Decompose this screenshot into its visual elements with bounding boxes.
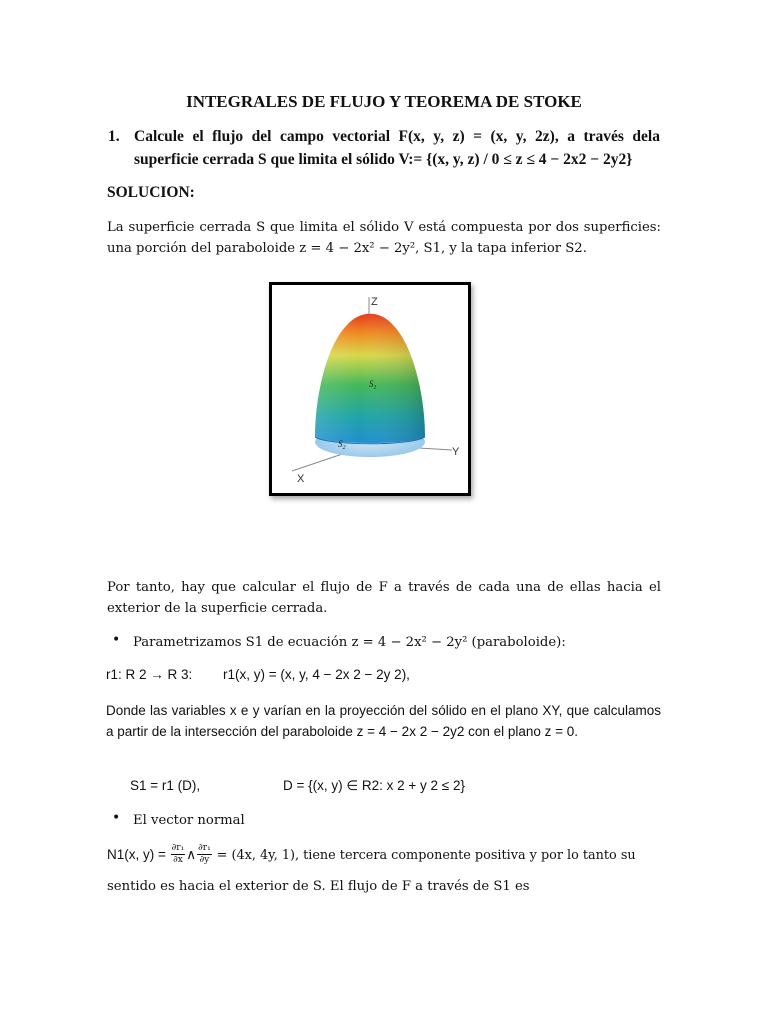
axis-z-label: Z — [371, 296, 378, 308]
paraboloid-diagram — [272, 285, 468, 493]
r1-definition: r1(x, y) = (x, y, 4 − 2x 2 − 2y 2), — [223, 667, 410, 682]
problem-number: 1. — [108, 128, 120, 145]
domain-equation: D = {(x, y) ∈ R2: x 2 + y 2 ≤ 2} — [283, 778, 465, 793]
intro-paragraph: La superficie cerrada S que limita el sólido V está compuesta por dos superficies: una porción del paraboloide z = 4 − 2x² − 2y², S1, y la tapa inferior S2. — [107, 220, 661, 256]
normal-line-2: sentido es hacia el exterior de S. El flujo de F a través de S1 es — [107, 879, 530, 894]
donde-paragraph: Donde las variables x e y varían en la proyección del sólido en el plano XY, que calculamos a partir de la intersección del paraboloide z = 4 − 2x 2 − 2y2 con el plano z = 0. — [106, 703, 661, 739]
wedge-symbol: ∧ — [186, 847, 197, 862]
paraboloid-figure — [269, 282, 471, 496]
bullet-parametrizamos: Parametrizamos S1 de ecuación z = 4 − 2x² − 2y² (paraboloide): — [133, 635, 566, 650]
r1-mapping: r1: R 2 → R 3: — [106, 667, 193, 682]
bullet-marker-1: • — [112, 632, 121, 648]
axis-x-label: X — [297, 473, 305, 485]
normal-vector-line — [107, 843, 667, 866]
partial-y-fraction: $\frac{\text{∂r₁}}{\partial y}$ — [198, 843, 211, 865]
bullet-marker-2: • — [112, 810, 121, 826]
normal-prefix: N1(x, y) = — [107, 847, 170, 862]
s1-label: $S_1$ — [369, 379, 377, 391]
problem-line-2: superficie cerrada S que limita el sólido V:= {(x, y, z) / 0 ≤ z ≤ 4 − 2x2 − 2y2} — [134, 151, 633, 168]
axis-y-label: Y — [452, 446, 460, 458]
partial-x-fraction: $\frac{\text{∂r₁}}{\partial x}$ — [171, 843, 185, 865]
por-tanto-paragraph: Por tanto, hay que calcular el flujo de F a través de cada una de ellas hacia el exterior de la superficie cerrada. — [107, 580, 661, 616]
s2-label: $S_2$ — [338, 439, 346, 451]
normal-suffix: = (4x, 4y, 1), tiene tercera componente positiva y por lo tanto su — [212, 848, 636, 863]
page-title: INTEGRALES DE FLUJO Y TEOREMA DE STOKE — [186, 92, 582, 111]
solucion-label: SOLUCION: — [107, 184, 195, 201]
problem-line-1: Calcule el flujo del campo vectorial F(x, y, z) = (x, y, 2z), a través dela — [134, 128, 660, 145]
bullet-vector-normal: El vector normal — [133, 813, 245, 828]
s1-equation: S1 = r1 (D), — [130, 778, 201, 793]
